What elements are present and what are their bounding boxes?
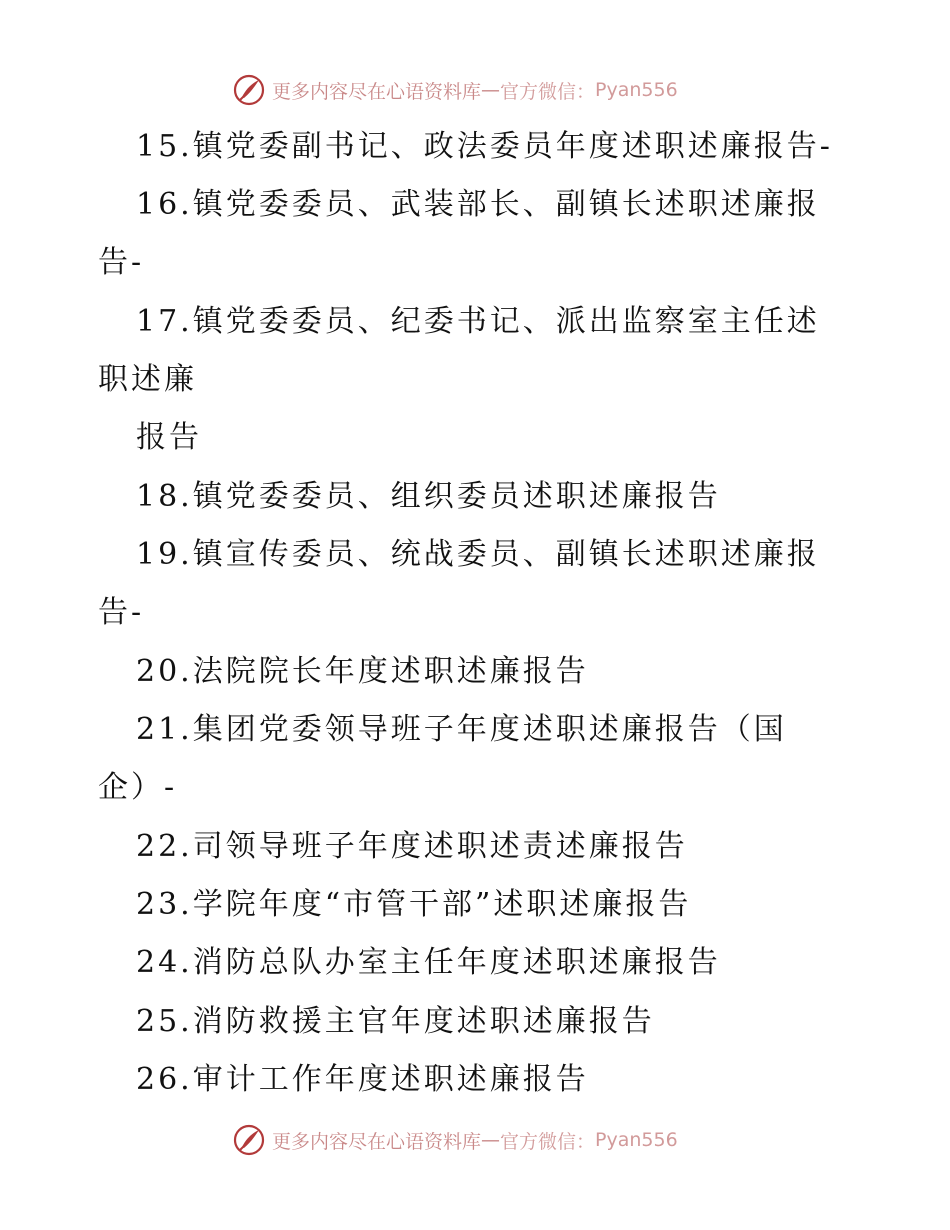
- list-line: 22.司领导班子年度述职述责述廉报告: [136, 829, 688, 864]
- footer-wechat-id: Pyan556: [595, 1129, 678, 1151]
- list-line: 职述廉: [98, 362, 197, 397]
- list-line: 24.消防总队办室主任年度述职述廉报告: [136, 945, 721, 980]
- list-line: 16.镇党委委员、武装部长、副镇长述职述廉报: [136, 187, 820, 222]
- list-line: 报告: [136, 420, 202, 455]
- list-line: 26.审计工作年度述职述廉报告: [136, 1062, 589, 1097]
- footer-watermark-banner: [232, 1120, 678, 1160]
- list-line: 18.镇党委委员、组织委员述职述廉报告: [136, 479, 721, 514]
- footer-banner-text: 更多内容尽在心语资料库: [272, 1130, 482, 1153]
- list-line: 企）-: [98, 770, 178, 805]
- header-banner-separator: —: [481, 79, 501, 101]
- list-line: 23.学院年度“市管干部”述职述廉报告: [136, 887, 692, 922]
- list-line: 25.消防救援主官年度述职述廉报告: [136, 1004, 655, 1039]
- list-line: 告-: [98, 595, 145, 630]
- footer-banner-separator: —: [481, 1129, 501, 1151]
- list-line: 21.集团党委领导班子年度述职述廉报告（国: [136, 712, 787, 747]
- list-line: 15.镇党委副书记、政法委员年度述职述廉报告-: [136, 129, 833, 164]
- feather-pen-logo-icon: [232, 1123, 266, 1157]
- header-wechat-label: 官方微信：: [500, 80, 596, 103]
- list-line: 19.镇宣传委员、统战委员、副镇长述职述廉报: [136, 537, 820, 572]
- list-line: 20.法院院长年度述职述廉报告: [136, 654, 589, 689]
- header-banner-text: 更多内容尽在心语资料库: [272, 80, 482, 103]
- header-wechat-id: Pyan556: [595, 79, 678, 101]
- list-line: 17.镇党委委员、纪委书记、派出监察室主任述: [136, 304, 820, 339]
- list-line: 告-: [98, 245, 145, 280]
- footer-wechat-label: 官方微信：: [500, 1130, 596, 1153]
